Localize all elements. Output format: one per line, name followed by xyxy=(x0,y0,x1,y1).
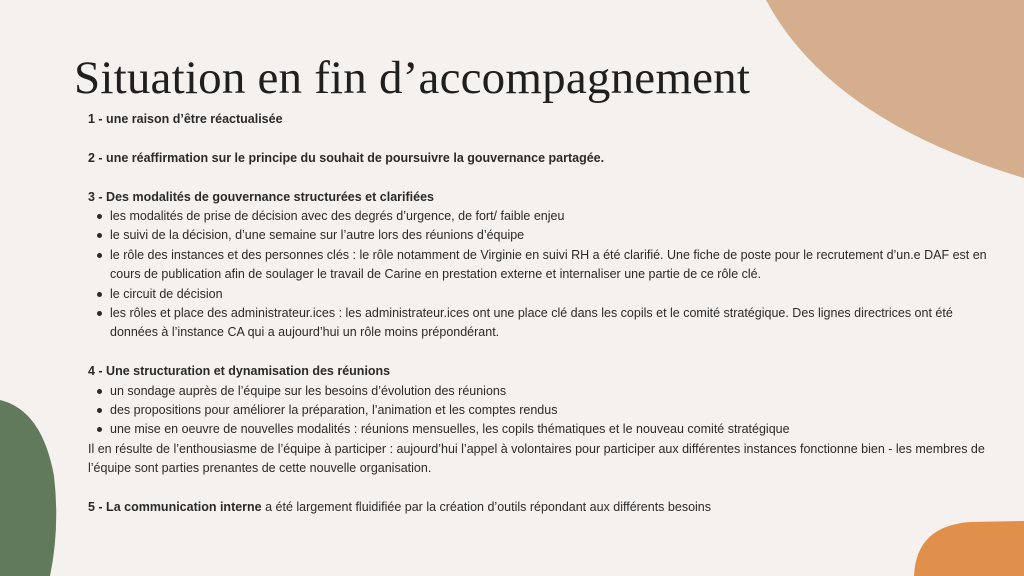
list-item: un sondage auprès de l’équipe sur les besoins d’évolution des réunions xyxy=(88,382,994,401)
section-5-text: a été largement fluidifiée par la création d’outils répondant aux différents besoins xyxy=(261,500,711,515)
list-item: des propositions pour améliorer la préparation, l’animation et les comptes rendus xyxy=(88,401,994,420)
slide-content xyxy=(88,110,994,517)
list-item: les modalités de prise de décision avec des degrés d’urgence, de fort/ faible enjeu xyxy=(88,207,994,226)
section-1-heading: 1 - une raison d’être réactualisée xyxy=(88,112,283,126)
spacer xyxy=(88,129,994,148)
list-item: le circuit de décision xyxy=(88,285,994,304)
section-4-heading: 4 - Une structuration et dynamisation des réunions xyxy=(88,364,391,379)
bottom-right-blob xyxy=(914,521,1024,576)
list-item: le rôle des instances et des personnes clés : le rôle notamment de Virginie en suivi RH a été clarifié. Une fiche de poste pour le recrutement d’un.e DAF est en cours de publication afin de soulager le travail de Carine en prestation externe et internaliser une partie de ce rôle clé. xyxy=(88,246,994,285)
section-4-paragraph: Il en résulte de l’enthousiasme de l’équipe à participer : aujourd’hui l’appel à volontaires pour participer aux différentes instances fonctionne bien - les membres de l’équipe sont parties prenantes de cette nouvelle organisation. xyxy=(88,441,985,476)
section-3-list xyxy=(88,207,994,343)
bottom-left-blob xyxy=(0,400,56,576)
section-4-list xyxy=(88,382,994,440)
section-5 xyxy=(88,498,994,517)
section-2-heading: 2 - une réaffirmation sur le principe du souhait de poursuivre la gouvernance partagée. xyxy=(88,150,605,165)
spacer xyxy=(88,343,994,362)
list-item: le suivi de la décision, d’une semaine sur l’autre lors des réunions d’équipe xyxy=(88,226,994,245)
list-item: les rôles et place des administrateur.ices : les administrateur.ices ont une place clé dans les copils et le comité stratégique. Des lignes directrices ont été données à l’instance CA qui a aujourd’hui un rôle moins prépondérant. xyxy=(88,304,994,343)
spacer xyxy=(88,479,994,498)
spacer xyxy=(88,168,994,187)
section-3-heading: 3 - Des modalités de gouvernance structurées et clarifiées xyxy=(88,189,434,204)
list-item: une mise en oeuvre de nouvelles modalités : réunions mensuelles, les copils thématiques et le nouveau comité stratégique xyxy=(88,420,994,439)
slide-title: Situation en fin d’accompagnement xyxy=(74,52,751,104)
section-5-heading: 5 - La communication interne xyxy=(88,500,262,515)
